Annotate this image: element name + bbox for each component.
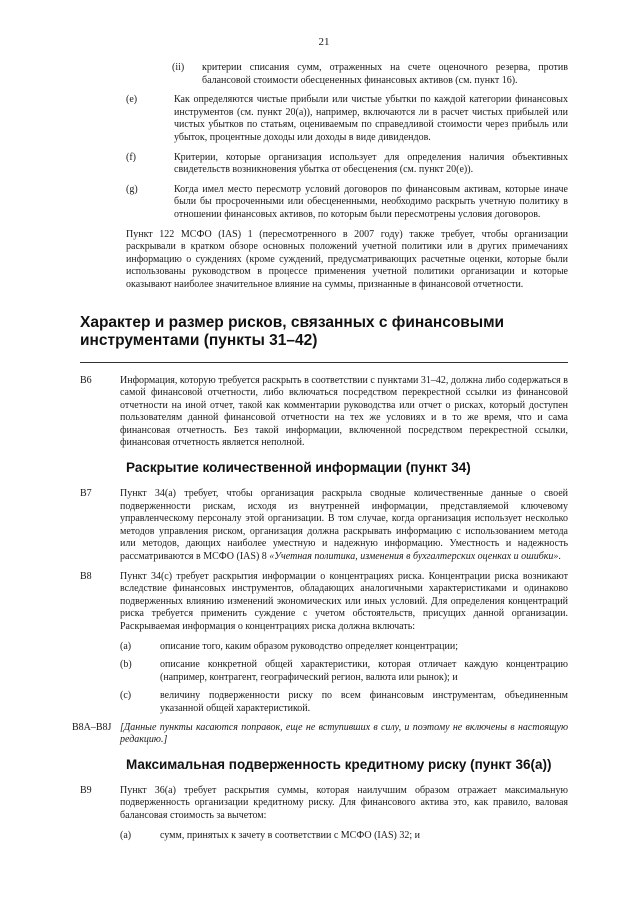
paragraph-b8 [80, 571, 568, 634]
item-text: Когда имел место пересмотр условий договоров по финансовым активам, которые иначе были бы просроченными или обесцененными, необходимо раскрыть учетную политику в отношении финансовых активов, по которым были пересмотрены условия договоров. [174, 183, 568, 220]
paragraph-text: Информация, которую требуется раскрыть в соответствии с пунктами 31–42, должна либо содержаться в самой финансовой отчетности, либо включаться посредством перекрестной ссылки из финансовой отчетности на иной отчет, такой как комментарии руководства или отчет о рисках, который доступен пользователям данной финансовой отчетности на тех же условиях и в то же время, что и сама финансовая отчетность. Без такой информации, включенной посредством перекрестной ссылки, финансовая отчетность является неполной. [120, 374, 568, 449]
list-item-b8-a [120, 641, 568, 654]
section-heading-quantitative: Раскрытие количественной информации (пункт 34) [126, 460, 471, 476]
paragraph-b6 [80, 375, 568, 451]
item-label: (c) [120, 690, 132, 702]
intro-paragraph: Пункт 122 МСФО (IAS) 1 (пересмотренного в 2007 году) также требует, чтобы организации раскрывали в кратком обзоре основных положений учетной политики или в других примечаниях информацию о суждениях (кроме суждений, предусматривающих расчетные оценки, которые были использованы руководством в процессе применения учетной политики организации и которые оказывают наиболее значительное влияние на суммы, признанные в финансовой отчетности. [126, 228, 568, 290]
section-heading-credit-risk: Максимальная подверженность кредитному риску (пункт 36(a)) [126, 756, 552, 772]
standard-reference: «Учетная политика, изменения в бухгалтерских оценках и ошибки» [269, 551, 559, 563]
paragraph-label: B8A–B8J [72, 721, 112, 733]
item-label: (g) [126, 183, 138, 195]
list-item-e [126, 94, 568, 144]
item-label: (ii) [172, 62, 185, 73]
item-text: величину подверженности риску по всем финансовым инструментам, объединенным указанной общей характеристикой. [160, 690, 568, 714]
list-item-b8-b [120, 659, 568, 684]
item-text: критерии списания сумм, отраженных на счете оценочного резерва, против балансовой стоимости обесцененных финансовых активов (см. пункт 16). [202, 62, 568, 86]
paragraph-label: B8 [80, 570, 92, 582]
page-number: 21 [318, 36, 330, 48]
paragraph-label: B6 [80, 374, 92, 386]
item-text: Как определяются чистые прибыли или чистые убытки по каждой категории финансовых инструментов (см. пункт 20(a)), например, включаются ли в расчет чистых прибылей или чистых убытков по статьям, оцениваемым по справедливой стоимости через прибыль или убыток, процентные доходы или доходы в виде дивидендов. [174, 94, 568, 143]
item-text: описание конкретной общей характеристики, которая отличает каждую концентрацию (например, контрагент, географический регион, валюта или рынок); и [160, 659, 568, 683]
paragraph-b7 [80, 488, 568, 564]
list-item-g [126, 184, 568, 222]
paragraph-text: Пункт 34(c) требует раскрытия информации о концентрациях риска. Концентрации риска возникают вследствие финансовых инструментов, обладающих аналогичными характеристиками и одинаково подверженных влиянию изменений экономических или иных условий. Для определения концентраций риска требуется применить суждение с учетом обстоятельств, присущих данной организации. Раскрываемая информация о концентрациях риска должна включать: [120, 570, 568, 632]
section-divider [80, 362, 568, 363]
paragraph-b9 [80, 785, 568, 823]
item-text: описание того, каким образом руководство определяет концентрации; [160, 640, 458, 652]
item-label: (a) [120, 829, 132, 841]
item-label: (b) [120, 659, 132, 671]
list-item-f [126, 152, 568, 177]
paragraph-tail: . [558, 551, 561, 563]
list-item-ii [172, 62, 568, 87]
item-label: (e) [126, 94, 138, 106]
paragraph-label: B7 [80, 488, 92, 500]
item-text: Критерии, которые организация использует для определения наличия объективных свидетельств возникновения убытка от обесценения (см. пункт 20(e)). [174, 151, 568, 176]
paragraph-label: B9 [80, 784, 92, 796]
item-label: (f) [126, 151, 136, 163]
note-b8a-b8j [72, 722, 568, 747]
list-item-b8-c [120, 690, 568, 715]
list-item-b9-a [120, 830, 568, 843]
paragraph-text [120, 488, 568, 564]
item-text: сумм, принятых к зачету в соответствии с МСФО (IAS) 32; и [160, 829, 420, 841]
paragraph-text: Пункт 36(a) требует раскрытия суммы, которая наилучшим образом отражает максимальную подверженность организации кредитному риску. Для финансового актива это, как правило, валовая балансовая стоимость за вычетом: [120, 784, 568, 821]
item-label: (a) [120, 640, 132, 652]
note-text: [Данные пункты касаются поправок, еще не вступивших в силу, и поэтому не включены в настоящую редакцию.] [120, 721, 568, 746]
section-heading-risks: Характер и размер рисков, связанных с финансовыми инструментами (пункты 31–42) [80, 313, 505, 349]
paragraph-body: Пункт 34(a) требует, чтобы организация раскрыла сводные количественные данные о своей подверженности рискам, исходя из внутренней информации, представляемой ключевому управленческому персоналу этой организации. В том случае, когда организация использует несколько методов управления риском, организация должна раскрывать информацию с использованием метода или методов, дающих наиболее уместную и надежную информацию. Уместность и надежность рассматриваются в МСФО (IAS) 8 [120, 488, 568, 563]
